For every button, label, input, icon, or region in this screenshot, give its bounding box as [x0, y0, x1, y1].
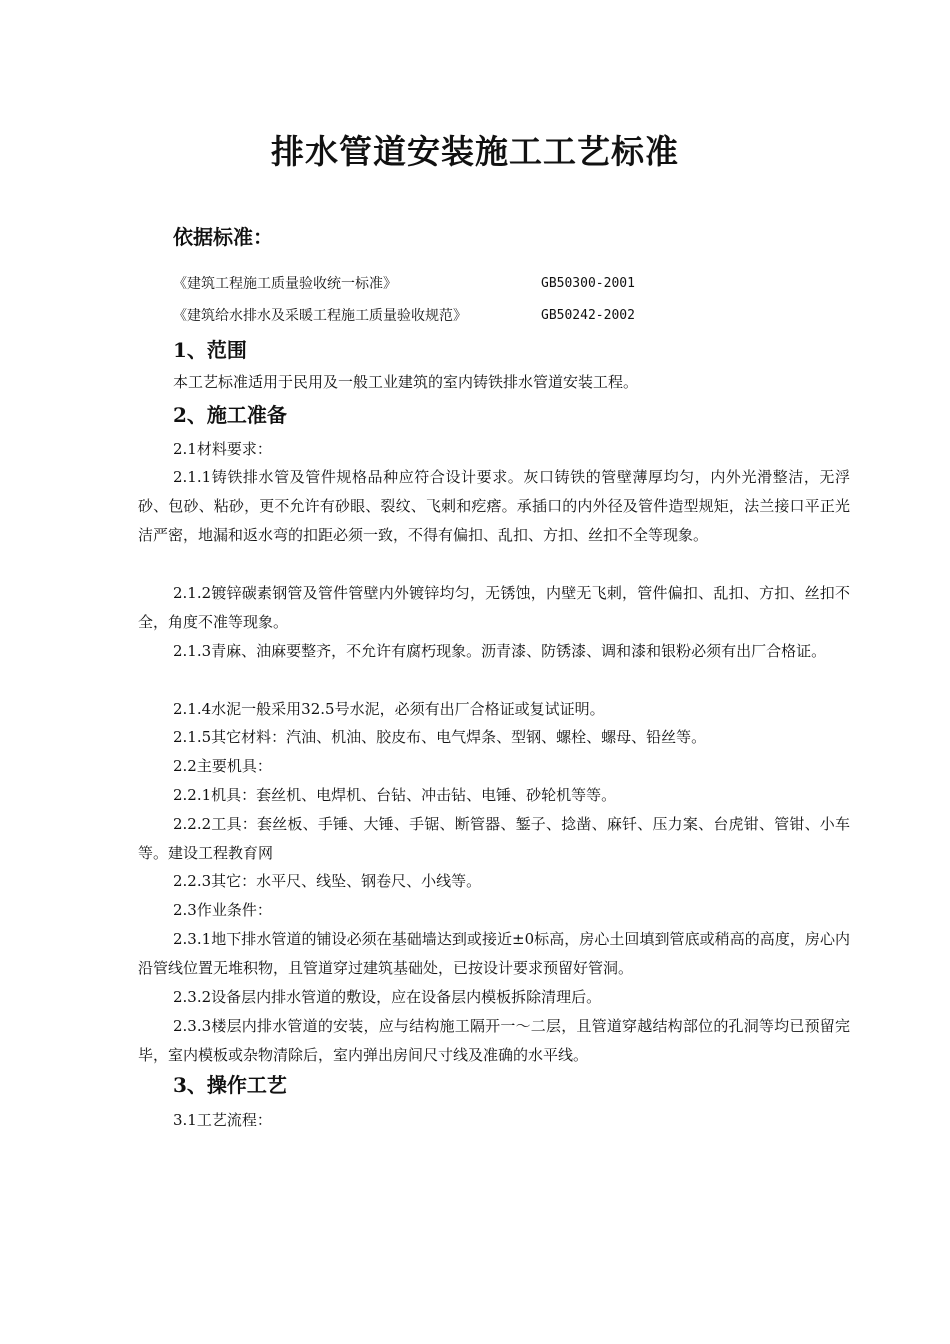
paragraph-2-2: 2.2主要机具： [173, 757, 272, 775]
paragraph-2-1-5: 2.1.5其它材料：汽油、机油、胶皮布、电气焊条、型钢、螺栓、螺母、铅丝等。 [173, 728, 707, 746]
paragraph-2-3-2: 2.3.2设备层内排水管道的敷设，应在设备层内模板拆除清理后。 [173, 988, 602, 1006]
paragraph-2-1: 2.1材料要求： [173, 440, 272, 458]
paragraph-2-1-1: 2.1.1铸铁排水管及管件规格品种应符合设计要求。灰口铸铁的管壁薄厚均匀，内外光滑整洁，无浮砂、包砂、粘砂，更不允许有砂眼、裂纹、飞刺和疙瘩。承插口的内外径及管件造型规矩，法兰接口平正光洁严密，地漏和返水弯的扣距必须一致，不得有偏扣、乱扣、方扣、丝扣不全等现象。 [138, 468, 850, 544]
paragraph-2-1-2: 2.1.2镀锌碳素钢管及管件管壁内外镀锌均匀，无锈蚀，内壁无飞刺，管件偏扣、乱扣、方扣、丝扣不全，角度不准等现象。 [138, 584, 850, 631]
section-heading-preparation: 2、施工准备 [173, 403, 287, 427]
paragraph-2-2-2: 2.2.2工具：套丝板、手锤、大锤、手锯、断管器、錾子、捻凿、麻钎、压力案、台虎钳、管钳、小车等。建设工程教育网 [138, 815, 850, 862]
paragraph-2-2-1: 2.2.1机具：套丝机、电焊机、台钻、冲击钻、电锤、砂轮机等等。 [173, 786, 617, 804]
standard-name: 《建筑给水排水及采暖工程施工质量验收规范》 [173, 308, 467, 324]
paragraph-2-3: 2.3作业条件： [173, 901, 272, 919]
paragraph-2-1-3: 2.1.3青麻、油麻要整齐，不允许有腐朽现象。沥青漆、防锈漆、调和漆和银粉必须有出厂合格证。 [173, 642, 827, 660]
section-heading-scope: 1、范围 [173, 338, 247, 362]
paragraph-3-1: 3.1工艺流程： [173, 1111, 272, 1129]
standard-name: 《建筑工程施工质量验收统一标准》 [173, 276, 397, 292]
standard-code: GB50242-2002 [541, 308, 635, 323]
paragraph-2-1-4: 2.1.4水泥一般采用32.5号水泥，必须有出厂合格证或复试证明。 [173, 700, 605, 718]
standard-code: GB50300-2001 [541, 276, 635, 291]
paragraph-2-3-3: 2.3.3楼层内排水管道的安装，应与结构施工隔开一～二层，且管道穿越结构部位的孔洞等均已预留完毕，室内模板或杂物清除后，室内弹出房间尺寸线及准确的水平线。 [138, 1017, 850, 1064]
basis-heading: 依据标准： [173, 225, 273, 249]
paragraph-scope: 本工艺标准适用于民用及一般工业建筑的室内铸铁排水管道安装工程。 [173, 373, 639, 391]
section-heading-operation: 3、操作工艺 [173, 1073, 287, 1097]
document-title: 排水管道安装施工工艺标准 [271, 132, 679, 171]
paragraph-2-3-1: 2.3.1地下排水管道的铺设必须在基础墙达到或接近±0标高，房心土回填到管底或稍高的高度，房心内沿管线位置无堆积物，且管道穿过建筑基础处，已按设计要求预留好管洞。 [138, 930, 850, 977]
paragraph-2-2-3: 2.2.3其它：水平尺、线坠、钢卷尺、小线等。 [173, 872, 482, 890]
